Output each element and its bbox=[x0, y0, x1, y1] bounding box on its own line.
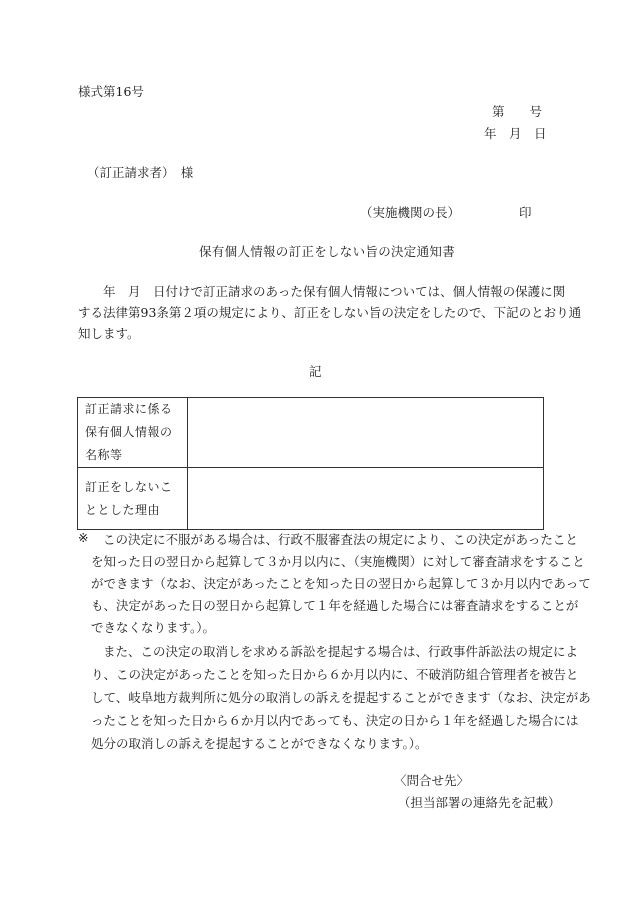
label-line: 訂正をしないこ bbox=[85, 479, 173, 494]
document-number: 第 号 bbox=[492, 104, 543, 119]
table-value-cell bbox=[188, 468, 544, 530]
note-line: り、この決定があったことを知った日から６か月以内に、不破消防組合管理者を被告と bbox=[91, 667, 579, 682]
body-line-2: する法律第93条第２項の規定により、訂正をしない旨の決定をしたので、下記のとおり通 bbox=[78, 305, 582, 320]
body-line-3: 知します。 bbox=[78, 326, 140, 341]
contact-label: 〈問合せ先〉 bbox=[394, 773, 470, 788]
form-number: 様式第16号 bbox=[78, 84, 144, 99]
issuer-name: （実施機関の長） bbox=[360, 205, 461, 220]
table-row bbox=[78, 468, 544, 530]
table-label-cell bbox=[78, 398, 188, 468]
note-line: ったことを知った日から６か月以内であっても、決定の日から１年を経過した場合には bbox=[91, 713, 579, 728]
record-table bbox=[77, 397, 544, 530]
note-mark: ※ bbox=[78, 530, 89, 545]
note-line: この決定に不服がある場合は、行政不服審査法の規定により、この決定があったこと bbox=[103, 532, 578, 547]
body-line-1: 年 月 日付けで訂正請求のあった保有個人情報については、個人情報の保護に関 bbox=[78, 284, 566, 299]
contact-detail: （担当部署の連絡先を記載） bbox=[398, 795, 561, 810]
label-line: 保有個人情報の bbox=[85, 425, 173, 439]
label-line: ととした理由 bbox=[85, 502, 161, 517]
note-line: できなくなります。）。 bbox=[91, 620, 216, 635]
note-line: して、岐阜地方裁判所に処分の取消しの訴えを提起することができます（なお、決定があ bbox=[91, 690, 591, 705]
note-line: また、この決定の取消しを求める訴訟を提起する場合は、行政事件訴訟法の規定によ bbox=[103, 644, 579, 659]
note-line: を知った日の翌日から起算して３か月以内に、（実施機関）に対して審査請求をすること bbox=[91, 554, 585, 569]
issue-date: 年 月 日 bbox=[484, 126, 547, 141]
table-label-cell bbox=[78, 468, 188, 530]
label-line: 名称等 bbox=[85, 448, 123, 462]
ki-heading: 記 bbox=[309, 364, 322, 379]
note-line: 処分の取消しの訴えを提起することができなくなります。）。 bbox=[91, 736, 428, 751]
seal-mark: 印 bbox=[519, 205, 532, 220]
table-row bbox=[78, 398, 544, 468]
label-line: 訂正請求に係る bbox=[85, 402, 173, 416]
table-value-cell bbox=[188, 398, 544, 468]
note-line: ができます（なお、決定があったことを知った日の翌日から起算して３か月以内であって bbox=[91, 576, 591, 591]
note-line: も、決定があった日の翌日から起算して１年を経過した場合には審査請求をすることが bbox=[91, 598, 579, 613]
document-title: 保有個人情報の訂正をしない旨の決定通知書 bbox=[199, 244, 456, 259]
addressee: （訂正請求者） 様 bbox=[87, 165, 194, 180]
